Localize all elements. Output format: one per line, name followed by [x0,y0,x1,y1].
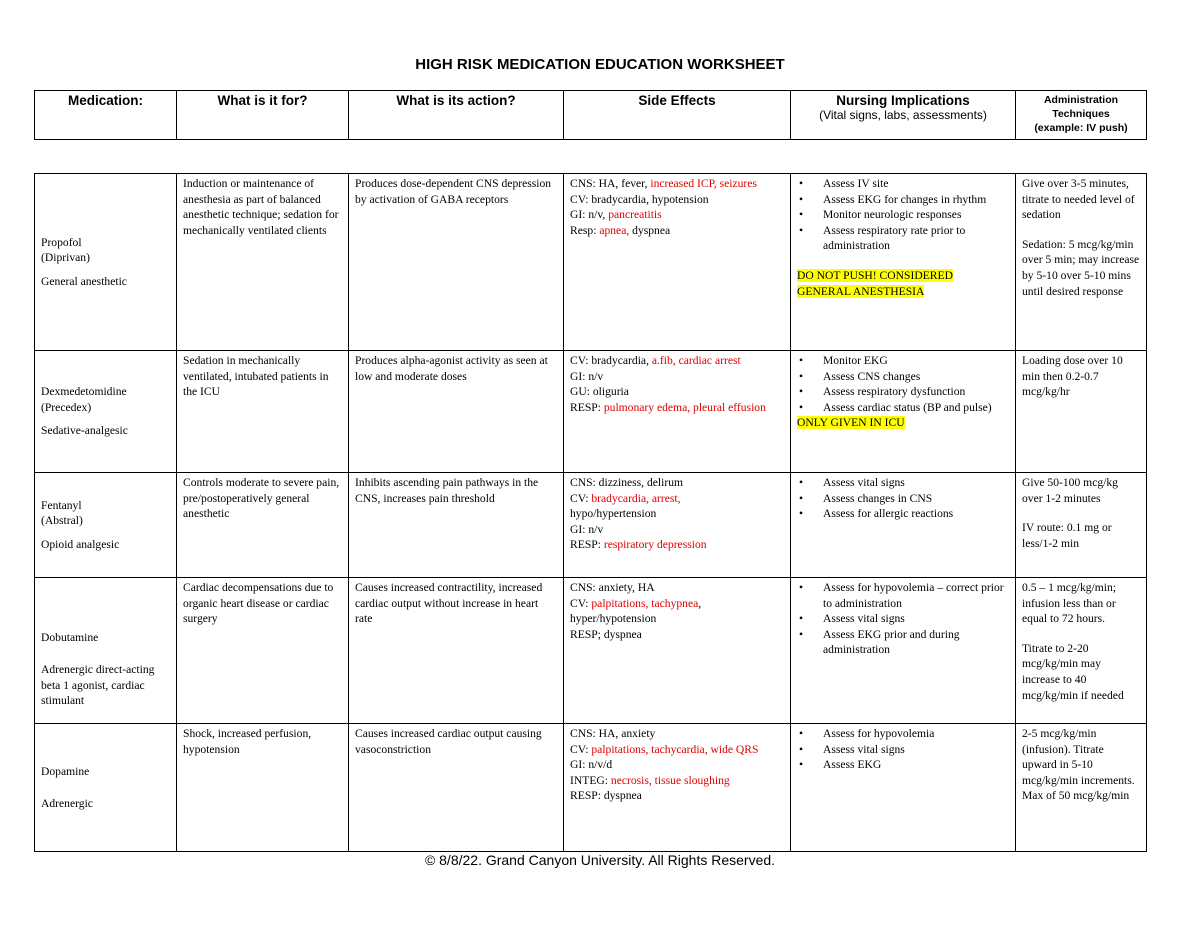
nursing-item: • Assess for hypovolemia [823,726,1009,742]
side-effect-text: GU: oliguria [570,385,629,399]
nursing-item: • Monitor EKG [823,353,1009,369]
side-effect-severe: a.fib, cardiac arrest [651,354,741,367]
table-row [35,724,1147,852]
nursing-item: • Monitor neurologic responses [823,207,1009,223]
medication-brand: (Diprivan) [41,251,90,265]
nursing-item: • Assess vital signs [823,742,1009,758]
copyright-footer: © 8/8/22. Grand Canyon University. All Rights Reserved. [424,852,776,868]
side-effect-severe: increased ICP, seizures [650,177,757,190]
medication-name: Propofol [41,235,82,249]
side-effects-cell [564,351,791,473]
side-effect-text: RESP: dyspnea [570,789,642,803]
action-cell: Inhibits ascending pain pathways in the CNS, increases pain threshold [349,473,564,578]
medication-class: Opioid analgesic [41,537,120,551]
admin-cell [1016,724,1147,852]
side-effect-severe: palpitations, tachypnea [591,596,699,610]
medication-cell [35,578,177,724]
medication-class: Adrenergic [41,796,93,810]
side-effect-text: CV: [570,491,592,505]
action-cell: Causes increased cardiac output causing vasoconstriction [349,724,564,852]
admin-text: Loading dose over 10 min then 0.2-0.7 mcg/kg/hr [1022,354,1123,399]
medication-cell [35,174,177,351]
side-effect-text: GI: n/v [570,522,604,536]
medication-name: Dexmedetomidine [41,385,127,399]
medication-name: Dobutamine [41,631,99,645]
side-effect-severe: palpitations, tachycardia, wide QRS [591,742,759,756]
side-effect-text: CNS: dizziness, delirum [570,476,684,489]
side-effect-severe: bradycardia, arrest, [591,491,681,505]
side-effect-text: CV: bradycardia, [570,354,652,367]
nursing-item: • Assess changes in CNS [823,491,1009,507]
side-effect-text: hypo/hypertension [570,507,657,521]
header-medication: Medication: [35,91,177,140]
action-cell: Produces dose-dependent CNS depression by activation of GABA receptors [349,174,564,351]
admin-text: Sedation: 5 mcg/kg/min over 5 min; may increase by 5-10 over 5-10 mins until desired response [1022,237,1140,298]
side-effects-cell [564,174,791,351]
side-effects-cell: CNS: anxiety, HA CV: palpitations, tachypnea, hyper/hypotension RESP; dyspnea [564,578,791,724]
header-table [34,90,1147,140]
nursing-cell [791,578,1016,724]
header-side-effects: Side Effects [564,91,791,140]
medication-name: Fentanyl [41,498,82,512]
admin-text: Give 50-100 mcg/kg over 1-2 minutes [1022,476,1118,505]
side-effect-severe: apnea, [599,223,630,237]
header-nursing-subtitle: (Vital signs, labs, assessments) [819,108,987,122]
side-effect-text: RESP; dyspnea [570,627,642,641]
nursing-item: • Assess vital signs [823,611,1009,627]
what-for-cell: Cardiac decompensations due to organic heart disease or cardiac surgery [177,578,349,724]
header-admin [1016,91,1147,140]
side-effect-text: RESP: [570,538,604,552]
nursing-item: • Assess EKG [823,757,1009,773]
side-effect-text: GI: n/v [570,369,604,383]
medication-cell [35,724,177,852]
nursing-item: • Assess respiratory dysfunction [823,384,1009,400]
table-row [35,473,1147,578]
nursing-item: • Assess EKG for changes in rhythm [823,192,1009,208]
side-effect-severe: respiratory depression [603,538,707,552]
action-cell: Produces alpha-agonist activity as seen at low and moderate doses [349,351,564,473]
side-effect-text: CNS: anxiety, HA [570,581,655,594]
admin-text: 0.5 – 1 mcg/kg/min; infusion less than or equal to 72 hours. [1022,581,1117,626]
what-for-cell: Shock, increased perfusion, hypotension [177,724,349,852]
medication-cell [35,351,177,473]
nursing-item: • Assess for hypovolemia – correct prior to administration [823,580,1009,611]
admin-cell [1016,351,1147,473]
side-effect-text: CV: [570,596,592,610]
medication-cell [35,473,177,578]
side-effect-text: GI: n/v/d [570,758,613,772]
side-effect-text: CV: bradycardia, hypotension [570,192,709,206]
side-effects-cell [564,724,791,852]
table-row [35,578,1147,724]
nursing-cell [791,174,1016,351]
nursing-item: • Assess IV site [823,176,1009,192]
warning-highlight: ONLY GIVEN IN ICU [797,416,905,430]
admin-cell [1016,578,1147,724]
nursing-cell [791,351,1016,473]
nursing-cell [791,724,1016,852]
nursing-item: • Assess for allergic reactions [823,506,1009,522]
action-cell: Causes increased contractility, increased cardiac output without increase in heart rate [349,578,564,724]
table-row [35,174,1147,351]
side-effect-text: CNS: HA, fever, [570,177,651,190]
what-for-cell: Sedation in mechanically ventilated, intubated patients in the ICU [177,351,349,473]
nursing-cell [791,473,1016,578]
medication-class: Sedative-analgesic [41,424,128,438]
side-effect-text: GI: n/v, [570,208,609,222]
admin-cell [1016,473,1147,578]
header-nursing-title: Nursing Implications [836,93,970,108]
nursing-item: • Assess CNS changes [823,369,1009,385]
admin-text: IV route: 0.1 mg or less/1-2 min [1022,521,1112,550]
medication-name: Dopamine [41,764,90,778]
header-nursing [791,91,1016,140]
admin-text: Give over 3-5 minutes, titrate to needed level of sedation [1022,177,1135,222]
header-admin-line2: Techniques [1052,108,1110,120]
side-effect-severe: pancreatitis [608,208,662,222]
header-admin-line3: (example: IV push) [1034,122,1128,134]
page-title: HIGH RISK MEDICATION EDUCATION WORKSHEET [415,56,785,73]
header-action: What is its action? [349,91,564,140]
warning-highlight: DO NOT PUSH! CONSIDERED GENERAL ANESTHESIA [797,268,953,298]
side-effect-text: CV: [570,742,592,756]
table-row [35,351,1147,473]
admin-cell [1016,174,1147,351]
header-what-for: What is it for? [177,91,349,140]
header-admin-line1: Administration [1043,94,1119,106]
nursing-item: • Assess EKG prior and during administration [823,627,1009,658]
medication-class: Adrenergic direct-acting beta 1 agonist, cardiac stimulant [41,662,155,708]
medication-brand: (Precedex) [41,400,92,414]
medication-class: General anesthetic [41,274,127,288]
side-effect-text: RESP: [570,400,604,414]
admin-text: Titrate to 2-20 mcg/kg/min may increase to 40 mcg/kg/min if needed [1022,641,1124,702]
nursing-item: • Assess cardiac status (BP and pulse) [823,400,1009,416]
nursing-item: • Assess respiratory rate prior to administration [823,223,1009,254]
medication-brand: (Abstral) [41,514,83,528]
side-effect-text: Resp: [570,223,600,237]
side-effect-text: dyspnea [629,223,671,237]
side-effect-severe: necrosis, tissue sloughing [610,773,730,787]
side-effect-text: hyper/hypotension [570,612,657,626]
what-for-cell: Induction or maintenance of anesthesia as part of balanced anesthetic technique; sedation for mechanically ventilated clients [177,174,349,351]
side-effects-cell [564,473,791,578]
medication-table [34,173,1147,852]
side-effect-text: CNS: HA, anxiety [570,727,656,740]
nursing-item: • Assess vital signs [823,475,1009,491]
admin-text: 2-5 mcg/kg/min (infusion). Titrate upward in 5-10 mcg/kg/min increments. Max of 50 mcg/kg/min [1022,727,1135,803]
side-effect-severe: pulmonary edema, pleural effusion [603,400,766,414]
side-effect-text: INTEG: [570,773,611,787]
what-for-cell: Controls moderate to severe pain, pre/postoperatively general anesthetic [177,473,349,578]
